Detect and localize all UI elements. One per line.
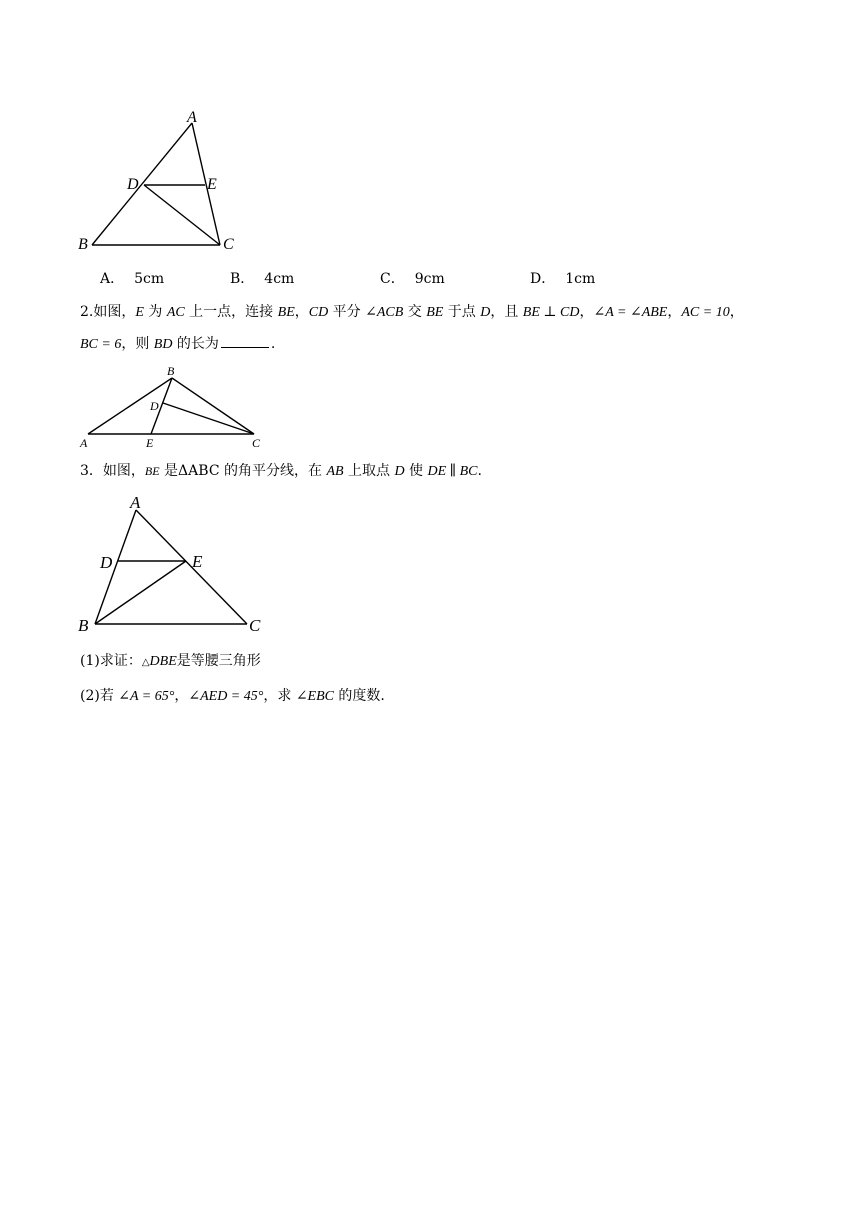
label-e: E: [207, 176, 217, 193]
q3-sub2-label: (2)若: [80, 688, 119, 704]
option-a-value: 5cm: [134, 271, 165, 287]
q3-sub1-label: (1)求证：: [80, 653, 142, 669]
q3-text: 使: [404, 463, 428, 479]
q2-math-be: BE: [426, 305, 444, 320]
label-e: E: [146, 436, 154, 450]
label-b: B: [167, 364, 175, 378]
segment-dc: [163, 403, 254, 434]
q3-text: 的角平分线，在: [219, 463, 327, 479]
q3-text: 上取点: [343, 463, 395, 479]
q2-text: 平分: [328, 304, 366, 320]
q2-text: 的长为: [172, 336, 219, 352]
q3-math-angle-ebc: ∠EBC: [295, 689, 334, 704]
q3-math-parallel: DE ∥ BC: [427, 464, 478, 479]
option-a-letter: A．: [100, 271, 125, 287]
q3-number: 3: [80, 463, 89, 479]
answer-blank[interactable]: [221, 333, 269, 348]
q2-math-e: E: [135, 305, 144, 320]
option-a[interactable]: [100, 269, 164, 289]
option-c[interactable]: [380, 269, 445, 289]
label-a: A: [187, 109, 197, 126]
q2-text: 交: [403, 304, 427, 320]
q2-math-d: D: [480, 305, 491, 320]
figure-2-svg: [78, 362, 278, 452]
figure-1: [70, 105, 260, 255]
q2-text: ，且: [490, 304, 523, 320]
segment-bc: [172, 378, 254, 434]
triangle-icon: △: [141, 657, 150, 668]
label-e: E: [192, 552, 203, 571]
label-d: D: [150, 399, 159, 413]
q3-sub2-text: ，: [174, 688, 189, 704]
q2-stem-line2: [80, 333, 275, 355]
q3-math-ab: AB: [326, 464, 344, 479]
segment-ab: [88, 378, 172, 434]
q2-math-ac: AC: [166, 305, 185, 320]
q2-text: ，: [667, 304, 682, 320]
q3-sub1: [80, 651, 261, 673]
label-b: B: [78, 236, 88, 253]
q2-math-be: BE: [277, 305, 295, 320]
q2-text: 上一点，连接: [184, 304, 278, 320]
q3-math-angle-a: ∠A = 65°: [118, 689, 175, 704]
option-b-value: 4cm: [264, 271, 295, 287]
q2-math-cd: CD: [308, 305, 329, 320]
q2-stem-line1: 2.如图，E 为 AC 上一点，连接 BE，CD 平分 ∠ACB 交 BE 于点 D，且 BE ⊥ CD，∠A = ∠ABE，AC = 10，: [80, 304, 744, 320]
q2-text: ，: [579, 304, 594, 320]
figure-1-svg: [70, 105, 260, 255]
q3-sub2: [80, 686, 385, 707]
q3-text: .: [477, 463, 482, 479]
figure-3: [70, 488, 280, 638]
figure-3-svg: [70, 488, 280, 638]
option-c-value: 9cm: [414, 271, 445, 287]
q2-text: 为: [143, 304, 167, 320]
q3-sub2-text: ，求: [263, 688, 296, 704]
q2-text: .: [270, 336, 276, 352]
option-d-letter: D．: [530, 271, 556, 287]
q3-text: 如图，: [102, 463, 145, 479]
segment-ab: [92, 123, 192, 245]
q3-sub1-text: 是等腰三角形: [176, 653, 261, 669]
q2-math-angle-eq: ∠A = ∠ABE: [593, 305, 668, 320]
q2-text: ，则: [121, 336, 154, 352]
q2-number: 2: [80, 304, 89, 320]
q2-text: 如图，: [93, 304, 136, 320]
option-c-letter: C．: [380, 271, 405, 287]
q3-text: 是: [159, 463, 179, 479]
label-c: C: [249, 616, 261, 635]
q3-triangle-abc: ΔABC: [178, 463, 220, 479]
option-d[interactable]: [530, 269, 595, 289]
label-a: A: [80, 436, 88, 450]
label-d: D: [127, 176, 139, 193]
q2-math-bd: BD: [153, 337, 173, 352]
q2-math-angle-acb: ∠ACB: [365, 305, 404, 320]
figure-2: [78, 362, 278, 452]
label-c: C: [223, 236, 234, 253]
label-d: D: [100, 553, 113, 572]
option-b[interactable]: [230, 269, 294, 289]
q3-math-d: D: [394, 464, 405, 479]
q2-text: 于点: [443, 304, 481, 320]
q2-text: ，: [294, 304, 309, 320]
option-b-letter: B．: [230, 271, 255, 287]
q3-stem: 3．如图，BE 是ΔABC 的角平分线，在 AB 上取点 D 使 DE ∥ BC.: [80, 463, 482, 479]
option-d-value: 1cm: [565, 271, 596, 287]
label-a: A: [130, 493, 141, 512]
q3-math-dbe: DBE: [149, 654, 177, 669]
label-c: C: [252, 436, 261, 450]
q2-math-perp: BE ⊥ CD: [522, 305, 580, 320]
q3-math-be: BE: [144, 464, 160, 478]
q2-math-bc-6: BC = 6: [80, 337, 122, 352]
q3-sub2-text: 的度数.: [333, 688, 385, 704]
q2-math-ac-10: AC = 10: [681, 305, 730, 320]
label-b: B: [78, 616, 89, 635]
q3-math-angle-aed: ∠AED = 45°: [188, 689, 264, 704]
q2-text: ，: [729, 304, 744, 320]
